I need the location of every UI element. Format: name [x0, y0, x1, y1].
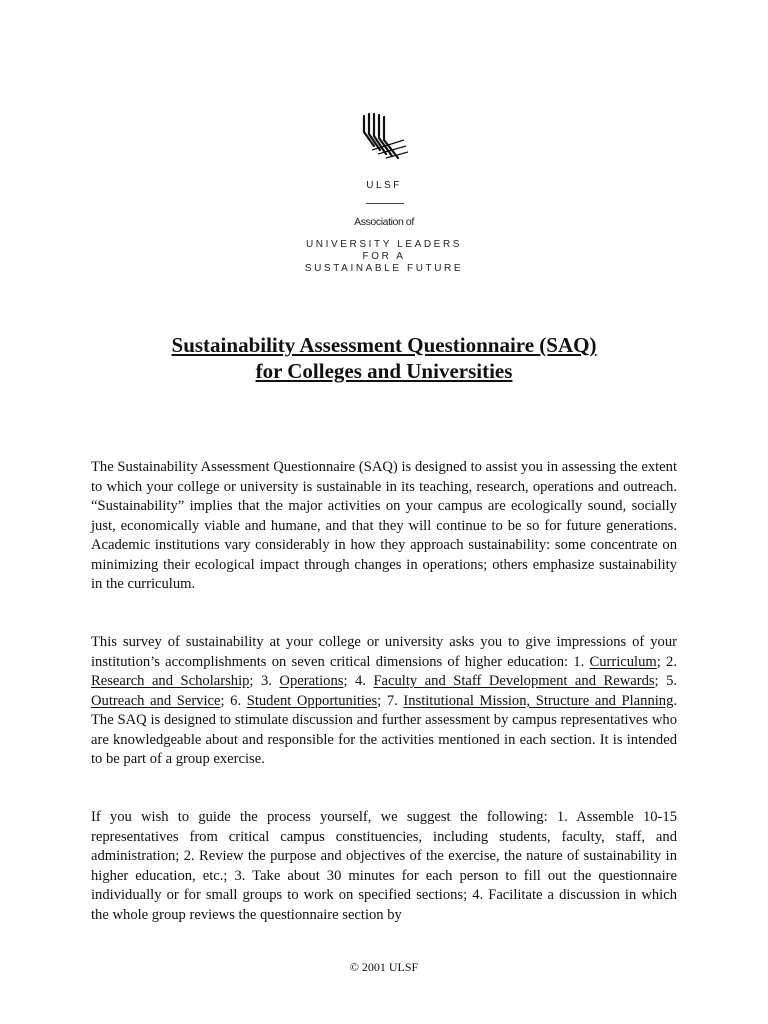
dimension-separator: ;	[654, 673, 667, 689]
dimension-separator: ;	[249, 673, 261, 689]
org-abbreviation: ULSF	[366, 180, 402, 191]
ulsf-logo-icon	[360, 110, 410, 162]
dimension-number: 2.	[666, 653, 677, 670]
dimension-number: 3.	[260, 673, 280, 689]
dimension-separator: .	[673, 692, 678, 709]
dimension-curriculum: Curriculum	[589, 653, 657, 670]
dimension-operations: Operations	[279, 673, 344, 689]
guidance-paragraph: If you wish to guide the process yourself, we suggest the following: 1. Assemble 10-15 representatives from critical campus constituencies, including students, faculty, staff, and administration; 2. Review the purpose and objectives of the exercise, the nature of sustainability in higher education, etc.; 3. Take about 30 minutes for each person to fill out the questionnaire individually or for small groups to work on specified sections; 4. Facilitate a discussion in which the whole group reviews the questionnaire section by	[91, 809, 677, 923]
document-subtitle: for Colleges and Universities	[255, 359, 513, 383]
dimension-research: Research and Scholarship	[91, 673, 250, 689]
dimension-number: 4.	[355, 673, 374, 689]
dimensions-paragraph	[91, 633, 677, 770]
dimension-number: 7.	[386, 692, 404, 709]
association-label: Association of	[354, 216, 414, 228]
dimension-separator: ;	[656, 653, 667, 670]
dimension-separator: ;	[343, 673, 355, 689]
dimensions-closing: The SAQ is designed to stimulate discussion and further assessment by campus representatives who are knowledgeable about and responsible for the activities mentioned in each section. It is intended to be part of a group exercise.	[91, 712, 677, 767]
intro-paragraph: The Sustainability Assessment Questionnaire (SAQ) is designed to assist you in assessing the extent to which your college or university is sustainable in its teaching, research, operations and outreach. “Sustainability” implies that the major activities on your campus are ecologically sound, socially just, economically viable and humane, and that they will continue to be so for future generations. Academic institutions vary considerably in how they approach sustainability: some concentrate on minimizing their ecological impact through changes in operations; others emphasize sustainability in the curriculum.	[91, 459, 677, 592]
org-name-line: SUSTAINABLE FUTURE	[304, 263, 464, 274]
dimension-mission: Institutional Mission, Structure and Planning	[403, 692, 674, 709]
dimension-faculty-staff: Faculty and Staff Development and Rewards	[373, 673, 655, 689]
org-name-line: FOR A	[362, 251, 406, 262]
dimension-separator: ;	[377, 692, 387, 709]
dimension-outreach: Outreach and Service	[91, 692, 221, 709]
dimensions-intro: This survey of sustainability at your college or university asks you to give impressions of your institution’s accomplishments on seven critical dimensions of higher education:	[91, 634, 677, 670]
dimension-student: Student Opportunities	[246, 692, 378, 709]
dimension-number: 1.	[573, 653, 590, 670]
dimension-separator: ;	[220, 692, 231, 709]
dimension-number: 5.	[666, 673, 678, 689]
dimension-number: 6.	[230, 692, 247, 709]
org-name-line: UNIVERSITY LEADERS	[305, 239, 463, 250]
document-title: Sustainability Assessment Questionnaire (SAQ)	[171, 333, 597, 357]
header-divider	[366, 203, 404, 204]
copyright-footer: © 2001 ULSF	[349, 960, 419, 974]
